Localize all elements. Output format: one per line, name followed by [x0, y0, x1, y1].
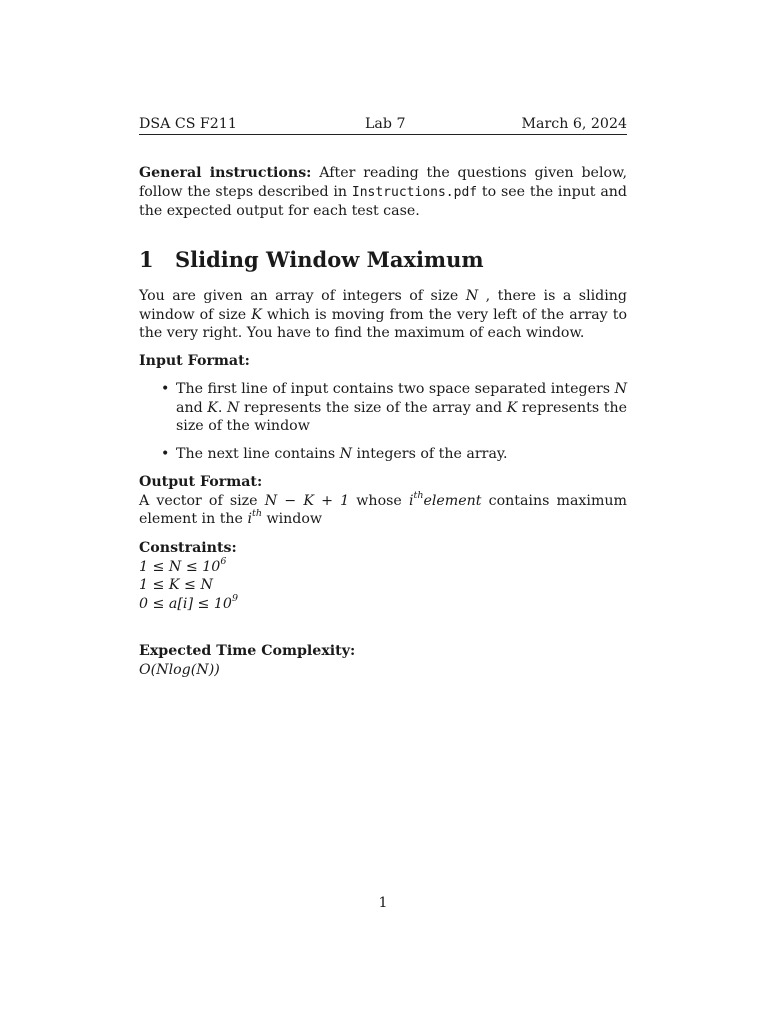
output-text: contains maximum element in the: [139, 492, 628, 527]
output-format-text: [139, 489, 628, 529]
output-format: [139, 473, 627, 529]
bullet-icon: •: [161, 381, 170, 397]
output-format-heading: Output Format:: [139, 474, 263, 490]
math-i: i: [408, 492, 414, 509]
bullet-text: and: [176, 399, 208, 416]
math-n: N: [339, 445, 353, 462]
constraint-a: [139, 592, 627, 614]
exponent: 6: [220, 555, 227, 567]
constraint-n: [139, 555, 627, 577]
section-heading: [139, 247, 484, 273]
page-number: 1: [378, 895, 388, 911]
section-number: 1: [139, 247, 154, 272]
output-text: A vector of size: [139, 492, 265, 509]
bullet-text: integers of the array.: [352, 445, 508, 462]
math-element: element: [423, 492, 482, 509]
general-instructions-label: General instructions:: [139, 165, 312, 181]
math-n: N: [227, 399, 240, 416]
list-item: [139, 380, 627, 436]
bullet-icon: •: [161, 445, 170, 462]
bullet-text: represents the size of the window: [176, 399, 627, 434]
section-title: Sliding Window Maximum: [175, 247, 484, 272]
bullet-text: .: [217, 399, 228, 416]
math-superscript: th: [252, 508, 262, 520]
constraint-text: 0 ≤ a[i] ≤ 10: [139, 595, 232, 612]
header-date: March 6, 2024: [521, 116, 627, 132]
math-n: N: [614, 381, 627, 397]
problem-statement: [139, 287, 627, 343]
general-instructions: [139, 164, 627, 221]
math-superscript: th: [413, 489, 424, 501]
header-course: DSA CS F211: [139, 116, 237, 132]
math-i: i: [247, 511, 253, 527]
constraints-heading: Constraints:: [139, 540, 237, 556]
page-header: [139, 115, 627, 135]
math-k: K: [207, 399, 218, 416]
constraint-text: 1 ≤ N ≤ 10: [139, 558, 221, 575]
constraints: [139, 539, 627, 613]
complexity-value: O(Nlog(N)): [139, 661, 220, 678]
output-text: window: [261, 511, 323, 527]
output-text: whose: [349, 492, 409, 509]
complexity-heading: Expected Time Complexity:: [139, 643, 356, 659]
intro-text-2: , there is a sliding window of size: [139, 288, 627, 323]
bullet-text: represents the size of the array and: [239, 399, 507, 416]
intro-text-1: You are given an array of integers of size: [139, 288, 466, 304]
general-text-after: to see the input and the expected output for each test case.: [139, 183, 628, 219]
list-item: [139, 445, 627, 464]
header-lab: Lab 7: [365, 116, 406, 132]
bullet-text: The next line contains: [176, 445, 340, 462]
math-k: K: [251, 306, 262, 323]
math-expression: N − K + 1: [264, 492, 350, 509]
input-format-list: [139, 380, 627, 463]
bullet-text: The first line of input contains two space separated integers: [176, 381, 615, 397]
general-text-before: After reading the questions given below, follow the steps described in: [139, 165, 627, 200]
input-format-heading: Input Format:: [139, 353, 250, 369]
constraint-k: 1 ≤ K ≤ N: [139, 577, 213, 593]
exponent: 9: [231, 592, 239, 604]
intro-text-3: which is moving from the very left of the array to the very right. You have to find the maximum of each window.: [139, 306, 627, 341]
math-n: N: [465, 288, 479, 304]
math-k: K: [506, 399, 518, 416]
time-complexity: [139, 642, 627, 679]
instructions-filename: Instructions.pdf: [351, 184, 478, 200]
